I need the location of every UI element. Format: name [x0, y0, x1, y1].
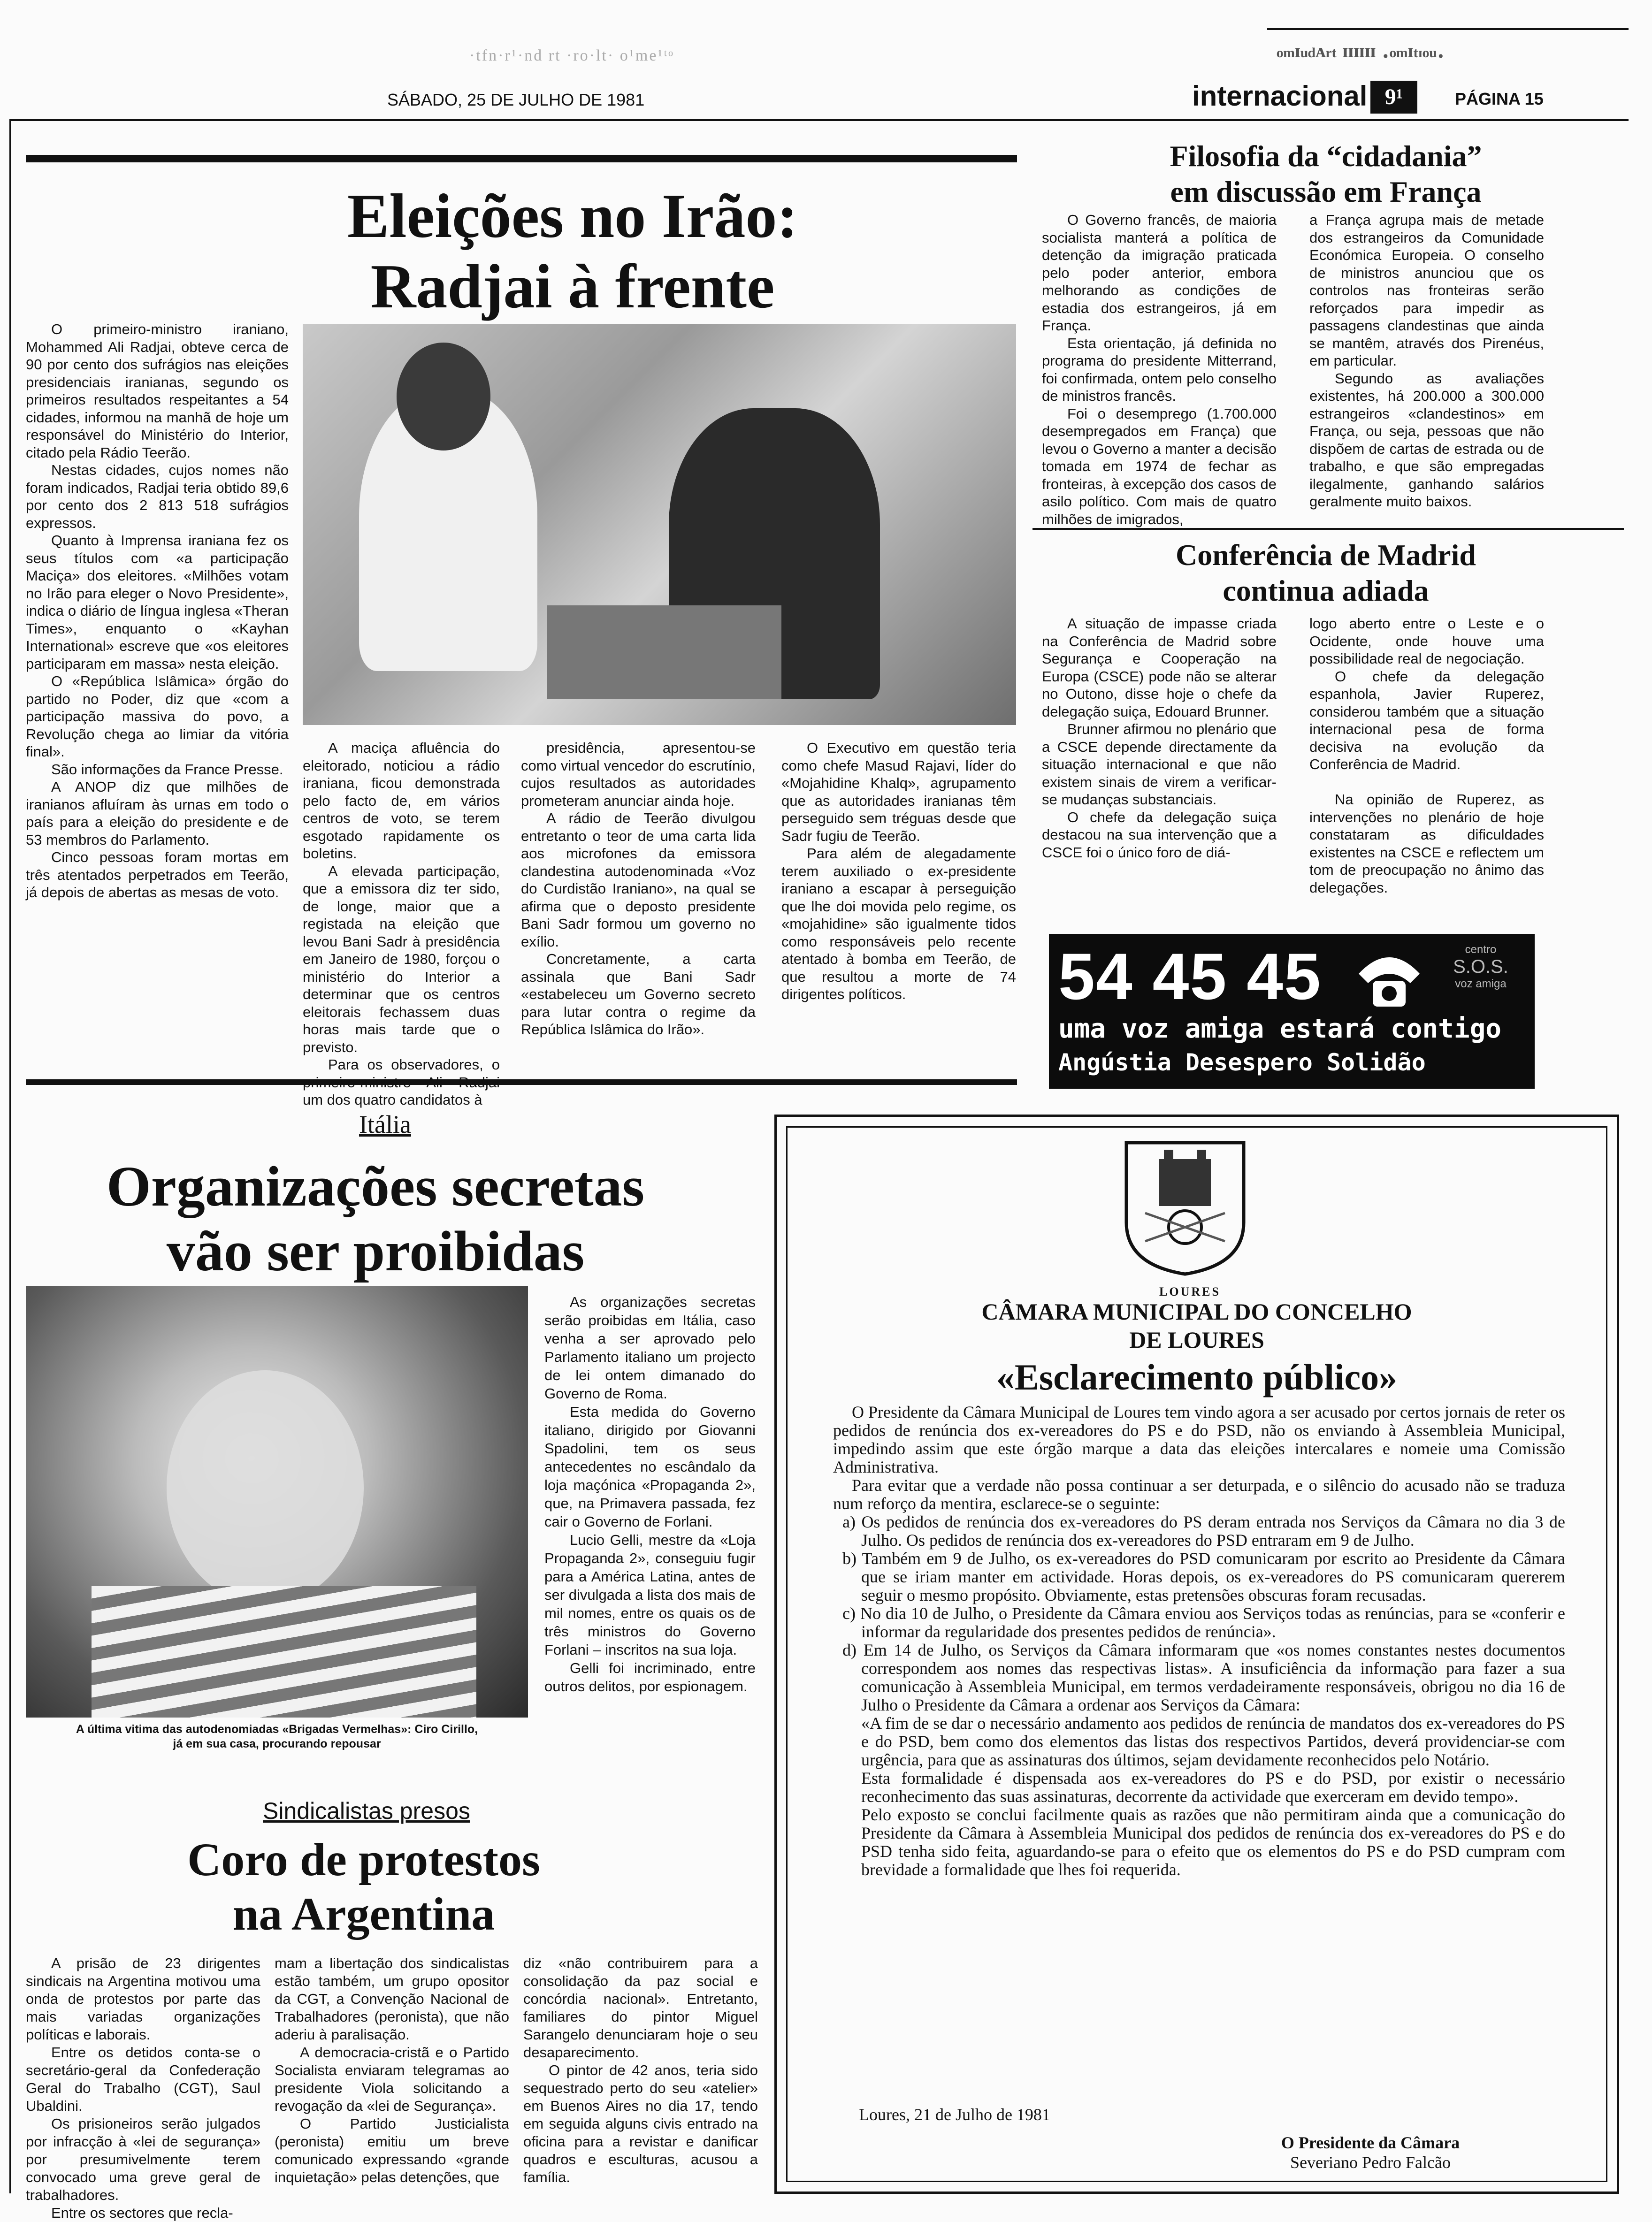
section-logo-icon: 9¹	[1370, 81, 1417, 114]
iran-headline-line2: Radjai à frente	[370, 252, 775, 321]
paragraph: Concretamente, a carta assinala que Bani Sadr «estabeleceu um Governo secreto para lutar contra o regime da República Islâmica do Irão».	[521, 951, 756, 1038]
esclarecimento-headline: «Esclarecimento público»	[996, 1357, 1398, 1397]
list-item: d) Em 14 de Julho, os Serviços da Câmara informaram que «os nomes constantes nestes documentos correspondem aos nomes das respectivas listas». A insuficiência da informação para fazer a sua comunicação à Assembleia Municipal, em termos verdadeiramente responsáveis, obrigou no dia 16 de Julho o Presidente da Câmara a ordenar aos Serviços da Câmara:	[842, 1641, 1565, 1714]
paragraph: A democracia-cristã e o Partido Socialista enviaram telegramas ao presidente Viola solicitando a revogação da «lei de Segurança».	[275, 2044, 509, 2114]
paragraph: O pintor de 42 anos, teria sido sequestrado perto do seu «atelier» em Buenos Aires no dia 17, tendo em seguida alguns civis entrado na oficina para a revistar e danificar quadros e esculturas, acusou a família.	[523, 2062, 758, 2185]
paragraph: Quanto à Imprensa iraniana fez os seus títulos com «a participação Maciça» dos eleitores. «Milhões votam no Irão para eleger o Novo Presidente», indica o diário de língua inglesa «Theran Times», enquanto o «Kayhan International» escreve que «os eleitores participaram em massa» nesta eleição.	[26, 532, 289, 672]
franca-headline	[1032, 138, 1619, 210]
paragraph: Para os observadores, o primeiro-ministro Ali Radjai um dos quatro candidatos à	[303, 1056, 500, 1108]
camara-title	[793, 1298, 1600, 1354]
top-faint-text: ·tfn·r¹·nd rt ·ro·lt· o¹me¹ᵗᵒ	[469, 47, 674, 64]
section-name: internacional	[1192, 80, 1368, 112]
argentina-headline	[117, 1833, 610, 1941]
camara-title-line1: CÂMARA MUNICIPAL DO CONCELHO	[981, 1298, 1412, 1325]
paragraph: mam a libertação dos sindicalistas estão também, um grupo opositor da CGT, a Convenção Nacional de Trabalhadores (peronista), que não aderiu à paralisação.	[275, 1955, 509, 2043]
paragraph: O Executivo em questão teria como chefe Masud Rajavi, líder do «Mojahidine Khalq», agrupamento que as autoridades iranianas têm perseguido sem tréguas desde que Sadr fugiu de Teerão.	[781, 740, 1016, 844]
iran-headline-line1: Eleições no Irão:	[347, 181, 798, 251]
top-right-faint-text: ᵒᵐᴵᵘᵈᴬʳᵗ ᴵᴵᴵᴵᴵᴵ ·ᵒᵐᴵᵗᶦᵒᵘ·	[1277, 43, 1445, 69]
paragraph: O Partido Justicialista (peronista) emitiu um breve comunicado expressando «grande inquietação» pelas detenções, que	[275, 2115, 509, 2185]
paragraph: Foi o desemprego (1.700.000 desempregados em França) que levou o Governo a manter a decisão tomada em 1974 de fechar as fronteiras, à excepção dos casos de asilo político. Com mais de quatro milhões de imigrados,	[1042, 405, 1277, 527]
madrid-col2	[1309, 615, 1544, 896]
signature-name: Severiano Pedro Falcão	[1290, 2153, 1451, 2172]
paragraph: Segundo as avaliações existentes, há 200.000 a 300.000 estrangeiros «clandestinos» em França, ou seja, pessoas que não dispõem de cartas de estrada ou de trabalho, e que são empregadas ilegalmente, ganhando salários geralmente muito baixos.	[1309, 370, 1544, 510]
paragraph: A prisão de 23 dirigentes sindicais na Argentina motivou uma onda de protestos por parte das mais variadas organizações políticas e laborais.	[26, 1955, 260, 2043]
madrid-col1	[1042, 615, 1277, 861]
paragraph: Entre os detidos conta-se o secretário-geral da Confederação Geral do Trabalho (CGT), Saul Ubaldini.	[26, 2044, 260, 2114]
franca-col1	[1042, 211, 1277, 528]
paragraph: Nestas cidades, cujos nomes não foram indicados, Radjai teria obtido 89,6 por cento dos 2 813 518 sufrágios expressos.	[26, 462, 289, 531]
paragraph: Gelli foi incriminado, entre outros delitos, por espionagem.	[544, 1660, 756, 1695]
caption-line2: já em sua casa, procurando repousar	[173, 1737, 381, 1750]
iran-bottom-bar	[26, 1079, 1017, 1085]
sos-badge-line2: S.O.S.	[1453, 956, 1508, 977]
signature-block	[1220, 2133, 1521, 2172]
header-rule	[9, 119, 1629, 121]
iran-col3	[521, 739, 756, 1038]
paragraph: Os prisioneiros serão julgados por infracção à «lei de segurança» por presumivelmente terem convocado uma greve geral de trabalhadores.	[26, 2115, 260, 2203]
sos-phone-number: 54 45 45	[1058, 939, 1322, 1013]
paragraph: Cinco pessoas foram mortas em três atentados perpetrados em Teerão, já depois de abertas as mesas de voto.	[26, 849, 289, 901]
telephone-icon	[1354, 946, 1424, 1009]
paragraph: Brunner afirmou no plenário que a CSCE depende directamente da situação internacional e que não existem sinais de virem a verificar-se mudanças substanciais.	[1042, 721, 1277, 808]
franca-col2	[1309, 211, 1544, 511]
paragraph: O Presidente da Câmara Municipal de Loures tem vindo agora a ser acusado por certos jornais de reter os pedidos de renúncia dos ex-vereadores do PS e do PSD, não os enviando à Assembleia Municipal, impedindo assim que este órgão marque a data das eleições intercalares e nomeie uma Comissão Administrativa.	[833, 1403, 1565, 1476]
paragraph: Pelo exposto se conclui facilmente quais as razões que não permitiram ainda que a comunicação do Presidente da Câmara à Assembleia Municipal dos pedidos de renúncia dos ex-vereadores do PS e do PSD tenha sido feita, aguardando-se para o efeito que os elementos do PS e do PSD cumpram com brevidade a formalidade que lhes foi requerida.	[861, 1805, 1565, 1879]
argentina-col3	[523, 1955, 758, 2186]
italia-body	[544, 1293, 756, 1695]
sos-tagline: uma voz amiga estará contigo	[1058, 1014, 1502, 1044]
italia-headline-line2: vão ser proibidas	[166, 1220, 585, 1283]
italia-kicker: Itália	[359, 1110, 411, 1138]
list-item: c) No dia 10 de Julho, o Presidente da Câmara enviou aos Serviços todas as renúncias, para se «conferir e informar da regularidade dos presentes pedidos de renúncia».	[842, 1604, 1565, 1641]
iran-photo	[303, 324, 1016, 725]
franca-headline-line2: em discussão em França	[1170, 175, 1482, 208]
argentina-headline-line1: Coro de protestos	[187, 1833, 540, 1886]
argentina-col2	[275, 1955, 509, 2186]
paragraph: a França agrupa mais de metade dos estrangeiros da Comunidade Económica Europeia. O conselho de ministros anunciou que os controlos nas fronteiras serão reforçados para impedir as passagens clandestinas que ainda se mantêm, através dos Pirenéus, em particular.	[1309, 212, 1544, 369]
loures-crest-label: LOURES	[1159, 1285, 1221, 1298]
paragraph: São informações da France Presse.	[51, 761, 283, 778]
italia-headline	[47, 1154, 704, 1284]
sos-badge-line3: voz amiga	[1455, 977, 1507, 990]
cirillo-caption	[26, 1722, 528, 1751]
paragraph: O «República Islâmica» órgão do partido no Poder, diz que «com a participação massiva do povo, a Revolução chega ao limiar da vitória final».	[26, 673, 289, 760]
list-item: b) Também em 9 de Julho, os ex-vereadores do PSD comunicaram por escrito ao Presidente da Câmara que se iriam manter em actividade. Horas depois, os ex-vereadores do PS comunicaram quererem seguir o mesmo propósito. Obviamente, estas pretensões obscuras foram recusadas.	[842, 1549, 1565, 1604]
iran-top-bar	[26, 155, 1017, 162]
paragraph: O chefe da delegação suiça destacou na sua intervenção que a CSCE foi o único foro de diá-	[1042, 809, 1277, 861]
paragraph: O primeiro-ministro iraniano, Mohammed Ali Radjai, obteve cerca de 90 por cento dos sufrágios nas eleições presidenciais iranianas, segundo os primeiros resultados respeitantes a 54 cidades, informou na manhã de hoje um responsável do Ministério do Interior, citado pela Rádio Teerão.	[26, 321, 289, 461]
paragraph: A rádio de Teerão divulgou entretanto o teor de uma carta lida aos microfones da emissora clandestina autodenominada «Voz do Curdistão Iraniano», na qual se afirma que o deposto presidente Bani Sadr formou um governo no exílio.	[521, 810, 756, 950]
franca-bottom-rule	[1032, 528, 1624, 530]
list-item: a) Os pedidos de renúncia dos ex-vereadores do PS deram entrada nos Serviços da Câmara no dia 3 de Julho. Os pedidos de renúncia dos ex-vereadores do PSD entraram em 9 de Julho.	[842, 1512, 1565, 1550]
cirillo-photo	[26, 1286, 528, 1718]
paragraph: Lucio Gelli, mestre da «Loja Propaganda 2», conseguiu fugir para a América Latina, antes de ser divulgada a lista dos mais de mil nomes, entre os quais os de três ministros do Governo Forlani – inscritos na sua loja.	[544, 1532, 756, 1658]
iran-col4	[781, 739, 1016, 1003]
sos-feelings: Angústia Desespero Solidão	[1058, 1049, 1426, 1076]
top-right-rule	[1267, 28, 1629, 30]
sos-advertisement	[1049, 934, 1535, 1089]
paragraph: Na opinião de Ruperez, as intervenções no plenário de hoje constataram as dificuldades existentes na CSCE e reflectem um tom de preocupação no ânimo das delegações.	[1309, 791, 1544, 896]
paragraph: A situação de impasse criada na Conferência de Madrid sobre Segurança e Cooperação na Europa (CSCE) pode não se alterar no Outono, disse hoje o chefe da delegação suiça, Edouard Brunner.	[1042, 615, 1277, 720]
paragraph: presidência, apresentou-se como virtual vencedor do escrutínio, cujos resultados as autoridades prometeram anunciar ainda hoje.	[521, 740, 756, 809]
loures-crest-icon	[1117, 1133, 1253, 1279]
caption-line1: A última vitima das autodenomiadas «Brigadas Vermelhas»: Ciro Cirillo,	[76, 1723, 478, 1736]
quote-paragraph: Esta formalidade é dispensada aos ex-vereadores do PS e do PSD, por existir o necessário reconhecimento das suas assinaturas, decorrente da actividade que exerceram em devido tempo».	[861, 1769, 1565, 1806]
paragraph: Entre os sectores que recla-	[51, 2205, 233, 2221]
argentina-col1	[26, 1955, 260, 2222]
madrid-headline-line2: continua adiada	[1223, 574, 1429, 607]
paragraph: Esta orientação, já definida no programa do presidente Mitterrand, foi confirmada, ontem pelo conselho de ministros francês.	[1042, 335, 1277, 404]
paragraph: O chefe da delegação espanhola, Javier Ruperez, considerou também que a situação internacional pesa de forma decisiva na evolução da Conferência de Madrid.	[1309, 668, 1544, 772]
argentina-headline-line2: na Argentina	[232, 1888, 495, 1940]
paragraph: Para evitar que a verdade não possa continuar a ser deturpada, e o silêncio do acusado não se traduza num reforço da mentira, esclarece-se o seguinte:	[833, 1476, 1565, 1513]
iran-headline	[225, 181, 920, 321]
paragraph: A ANOP diz que milhões de iranianos afluíram às urnas em todo o país para a eleição do presidente e de 53 membros do Parlamento.	[26, 779, 289, 848]
paragraph: Para além de alegadamente terem auxiliado o ex-presidente iraniano a escapar à perseguição que lhe doi movida pelo regime, os «mojahidine» são igualmente tidos como responsáveis pelo recente atentado à bomba em Teerão, de que resultou a morte de 74 dirigentes políticos.	[781, 845, 1016, 1002]
signature-title: O Presidente da Câmara	[1281, 2133, 1460, 2152]
paragraph	[1309, 773, 1544, 791]
sos-badge	[1443, 943, 1518, 991]
paragraph: logo aberto entre o Leste e o Ocidente, onde houve uma possibilidade real de negociação.	[1309, 615, 1544, 667]
argentina-kicker: Sindicalistas presos	[263, 1798, 470, 1824]
page-left-rule	[9, 119, 11, 2193]
paragraph: O Governo francês, de maioria socialista manterá a política de detenção da imigração praticada pelo poder anterior, embora melhorando as condições de estadia dos estrangeiros, já em França.	[1042, 212, 1277, 334]
franca-headline-line1: Filosofia da “cidadania”	[1170, 139, 1482, 173]
iran-col2	[303, 739, 500, 1109]
loures-date-line: Loures, 21 de Julho de 1981	[859, 2105, 1050, 2124]
paragraph: diz «não contribuirem para a consolidação da paz social e concórdia nacional». Entretanto, familiares do pintor Miguel Sarangelo denunciaram hoje o seu desaparecimento.	[523, 1955, 758, 2061]
italia-headline-line1: Organizações secretas	[106, 1155, 645, 1218]
paragraph: Esta medida do Governo italiano, dirigido por Giovanni Spadolini, tem os seus antecedentes no escândalo da loja maçónica «Propaganda 2», que, na Primavera passada, fez cair o Governo de Forlani.	[544, 1404, 756, 1530]
paragraph: A elevada participação, que a emissora diz ter sido, de longe, maior que a registada na eleição que levou Bani Sadr à presidência em Janeiro de 1980, forçou o ministério do Interior a determinar que os centros eleitorais fechassem duas horas mais tarde que o previsto.	[303, 863, 500, 1055]
iran-col1	[26, 321, 289, 901]
quote-paragraph: «A fim de se dar o necessário andamento aos pedidos de renúncia de mandatos dos ex-vereadores do PS e do PSD, bem como dos elementos das listas dos respectivos Partidos, deverá providenciar-se com urgência, para que as assinaturas dos últimos, sejam devidamente reconhecidos pelo Notário.	[861, 1714, 1565, 1769]
camara-title-line2: DE LOURES	[1129, 1327, 1264, 1353]
sos-badge-line1: centro	[1465, 943, 1497, 956]
loures-statement	[833, 1403, 1565, 1879]
madrid-headline	[1032, 537, 1619, 609]
paragraph: As organizações secretas serão proibidas em Itália, caso venha a ser aprovado pelo Parlamento italiano um projecto de lei ontem dimanado do Governo de Roma.	[544, 1294, 756, 1402]
paragraph: A maciça afluência do eleitorado, noticiou a rádio iraniana, ficou demonstrada pelo facto de, em vários centros de voto, se terem esgotado rapidamente os boletins.	[303, 740, 500, 862]
page-number: PÁGINA 15	[1455, 89, 1544, 108]
issue-date: SÁBADO, 25 DE JULHO DE 1981	[387, 90, 645, 109]
madrid-headline-line1: Conferência de Madrid	[1176, 538, 1476, 572]
